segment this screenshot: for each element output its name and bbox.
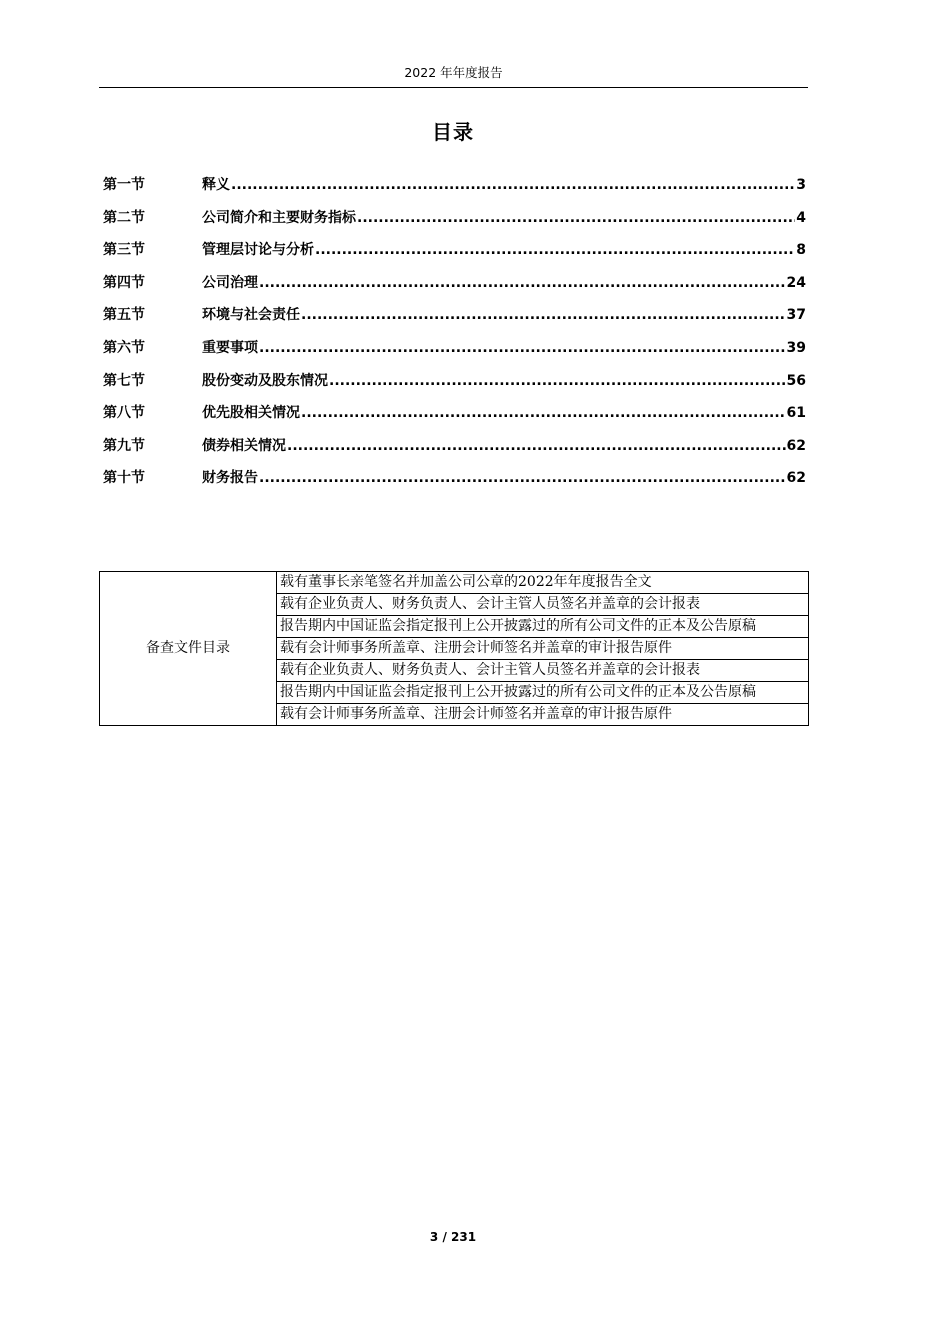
toc-section-number: 第四节 (103, 274, 145, 291)
reference-item: 载有会计师事务所盖章、注册会计师签名并盖章的审计报告原件 (277, 638, 809, 660)
toc-leader-dots (329, 373, 786, 389)
toc-entry[interactable] (103, 239, 806, 272)
toc-page-number: 62 (786, 470, 806, 487)
reference-item: 载有企业负责人、财务负责人、会计主管人员签名并盖章的会计报表 (277, 660, 809, 682)
reference-item: 载有会计师事务所盖章、注册会计师签名并盖章的审计报告原件 (277, 704, 809, 726)
toc-leader-dots (259, 340, 786, 356)
reference-item: 报告期内中国证监会指定报刊上公开披露过的所有公司文件的正本及公告原稿 (277, 616, 809, 638)
toc-page-number: 8 (796, 242, 806, 259)
toc-entry[interactable] (103, 435, 806, 468)
toc-page-number: 61 (786, 405, 806, 422)
toc-section-title: 环境与社会责任 (202, 307, 300, 324)
toc-leader-dots (287, 438, 786, 454)
toc-section-number: 第八节 (103, 405, 145, 422)
toc-entry[interactable] (103, 304, 806, 337)
page-title: 目录 (432, 120, 474, 144)
toc-section-title: 管理层讨论与分析 (202, 242, 314, 259)
toc-leader-dots (259, 275, 786, 291)
toc-page-number: 56 (786, 372, 806, 389)
toc-entry[interactable] (103, 337, 806, 370)
toc-page-number: 3 (796, 177, 806, 193)
toc-leader-dots (259, 470, 786, 486)
toc-leader-dots (231, 177, 795, 193)
toc-section-title: 债券相关情况 (202, 437, 286, 454)
toc-leader-dots (301, 405, 786, 421)
toc-section-title: 公司治理 (202, 274, 258, 291)
toc-entry[interactable] (103, 207, 806, 240)
toc-leader-dots (301, 307, 786, 323)
reference-category-cell: 备查文件目录 (100, 572, 277, 726)
toc-section-title: 公司简介和主要财务指标 (202, 209, 356, 226)
toc-entry[interactable] (103, 467, 806, 500)
reference-documents-table (99, 571, 809, 726)
toc-entry[interactable] (103, 174, 806, 207)
reference-item: 载有董事长亲笔签名并加盖公司公章的2022年年度报告全文 (277, 572, 809, 594)
toc-section-title: 释义 (202, 177, 230, 193)
toc-section-number: 第六节 (103, 339, 145, 356)
toc-section-number: 第五节 (103, 307, 145, 324)
toc-section-title: 财务报告 (202, 470, 258, 487)
toc-leader-dots (357, 210, 795, 226)
toc-page-number: 24 (786, 274, 806, 291)
toc-leader-dots (315, 242, 795, 258)
page-header: 2022 年年度报告 (404, 65, 503, 80)
toc-section-number: 第三节 (103, 242, 145, 259)
reference-item: 报告期内中国证监会指定报刊上公开披露过的所有公司文件的正本及公告原稿 (277, 682, 809, 704)
toc-section-number: 第九节 (103, 437, 145, 454)
header-divider (99, 87, 808, 88)
toc-section-title: 股份变动及股东情况 (202, 372, 328, 389)
toc-section-number: 第二节 (103, 209, 145, 226)
toc-page-number: 4 (796, 209, 806, 226)
toc-section-title: 优先股相关情况 (202, 405, 300, 422)
toc-entry[interactable] (103, 402, 806, 435)
page-number-footer: 3 / 231 (429, 1230, 477, 1244)
toc-section-number: 第一节 (103, 177, 145, 193)
toc-page-number: 62 (786, 437, 806, 454)
toc-section-title: 重要事项 (202, 339, 258, 356)
toc-section-number: 第十节 (103, 470, 145, 487)
toc-entry[interactable] (103, 370, 806, 403)
toc-section-number: 第七节 (103, 372, 145, 389)
toc-page-number: 37 (786, 307, 806, 324)
toc-entry[interactable] (103, 272, 806, 305)
table-of-contents (103, 174, 806, 500)
toc-page-number: 39 (786, 339, 806, 356)
reference-item: 载有企业负责人、财务负责人、会计主管人员签名并盖章的会计报表 (277, 594, 809, 616)
